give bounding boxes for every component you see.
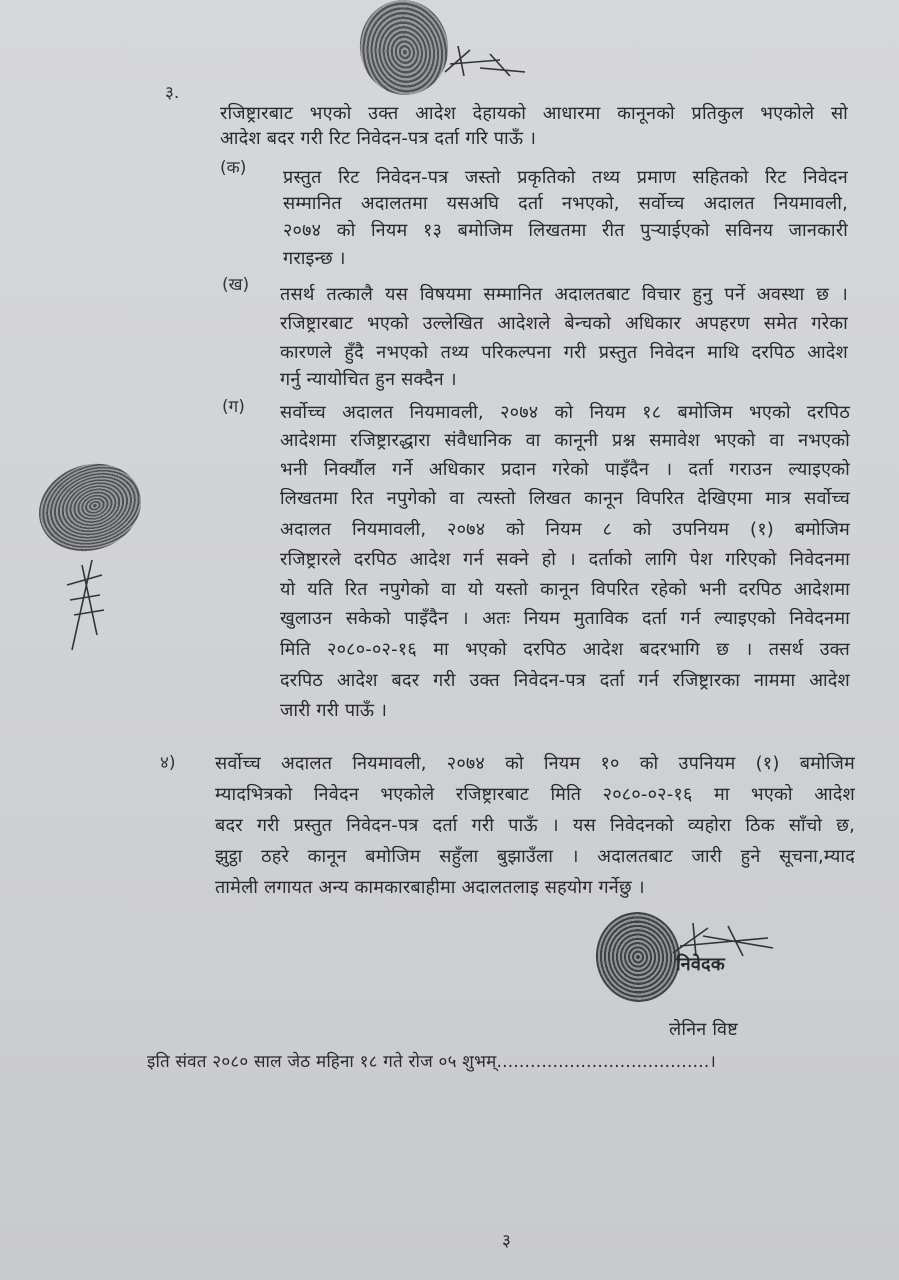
para-3-line-2: आदेश बदर गरी रिट निवेदन-पत्र दर्ता गरि पाऊँ ।	[220, 128, 537, 149]
item-ka-line-3: २०७४ को नियम १३ बमोजिम लिखतमा रीत पुर्‍याईएको सविनय जानकारी	[283, 220, 848, 241]
para-3-line-1: रजिष्ट्रारबाट भएको उक्त आदेश देहायको आधारमा कानूनको प्रतिकुल भएकोले सो	[220, 103, 848, 124]
initial-mark-top	[440, 42, 530, 82]
item-ka-line-4: गराइन्छ ।	[283, 248, 346, 269]
item-kha-line-2: रजिष्ट्रारबाट भएको उल्लेखित आदेशले बेन्चको अधिकार अपहरण समेत गरेका	[280, 313, 848, 334]
para-4-number: ४)	[160, 753, 176, 773]
item-ga-line-10: दरपिठ आदेश बदर गरी उक्त निवेदन-पत्र दर्ता गर्न रजिष्ट्रारका नाममा आदेश	[280, 670, 850, 691]
footer-date-line: इति संवत २०८० साल जेठ महिना १८ गते रोज ०५ शुभम्......................................।	[147, 1052, 717, 1072]
para-4-line-3: बदर गरी प्रस्तुत निवेदन-पत्र दर्ता गरी पाऊँ । यस निवेदनको व्यहोरा ठिक साँचो छ,	[215, 815, 855, 836]
para-4-line-1: सर्वोच्च अदालत नियमावली, २०७४ को नियम १० को उपनियम (१) बमोजिम	[215, 753, 855, 774]
item-ka-line-2: सम्मानित अदालतमा यसअघि दर्ता नभएको, सर्वोच्च अदालत नियमावली,	[283, 193, 848, 214]
item-ga-line-6: रजिष्ट्रारले दरपिठ आदेश गर्न सक्ने हो । दर्ताको लागि पेश गरिएको निवेदनमा	[280, 549, 850, 570]
item-ga-line-3: भनी निर्क्यौल गर्ने अधिकार प्रदान गरेको पाइँदैन । दर्ता गराउन ल्याइएको	[280, 459, 850, 480]
para-4-line-5: तामेली लगायत अन्य कामकारबाहीमा अदालतलाइ सहयोग गर्नेछु ।	[215, 877, 645, 898]
item-ka-line-1: प्रस्तुत रिट निवेदन-पत्र जस्तो प्रकृतिको तथ्य प्रमाण सहितको रिट निवेदन	[283, 167, 848, 188]
item-ga-line-1: सर्वोच्च अदालत नियमावली, २०७४ को नियम १८ बमोजिम भएको दरपिठ	[280, 402, 850, 423]
applicant-label: निवेदक	[676, 954, 725, 975]
item-kha-line-3: कारणले हुँदै नभएको तथ्य परिकल्पना गरी प्रस्तुत निवेदन माथि दरपिठ आदेश	[280, 342, 848, 363]
thumbprint-left	[27, 450, 154, 565]
para-4-line-2: म्यादभित्रको निवेदन भएकोले रजिष्ट्रारबाट मिति २०८०-०२-१६ मा भएको आदेश	[215, 784, 855, 805]
item-ga-line-8: खुलाउन सकेको पाइँदैन । अतः नियम मुताविक दर्ता गर्न ल्याइएको निवेदनमा	[280, 608, 850, 629]
item-ga-line-9: मिति २०८०-०२-१६ मा भएको दरपिठ आदेश बदरभागि छ । तसर्थ उक्त	[280, 639, 850, 660]
signature-mark	[668, 918, 778, 958]
initial-mark-left	[62, 555, 112, 655]
item-ga-line-4: लिखतमा रित नपुगेको वा त्यस्तो लिखत कानून विपरित देखिएमा मात्र सर्वोच्च	[280, 488, 850, 509]
page-number: ३	[502, 1231, 511, 1251]
para-3-number: ३.	[165, 83, 180, 103]
item-ga-line-2: आदेशमा रजिष्ट्रारद्धारा संवैधानिक वा कानूनी प्रश्न समावेश भएको वा नभएको	[280, 430, 850, 451]
item-ga-line-5: अदालत नियमावली, २०७४ को नियम ८ को उपनियम (१) बमोजिम	[280, 519, 850, 540]
item-ka-marker: (क)	[220, 158, 247, 178]
applicant-name: लेनिन विष्ट	[669, 1019, 738, 1040]
item-ga-line-7: यो यति रित नपुगेको वा यो यस्तो कानून विपरित रहेको भनी दरपिठ आदेशमा	[280, 579, 850, 600]
item-ga-marker: (ग)	[222, 397, 245, 417]
para-4-line-4: झुट्ठा ठहरे कानून बमोजिम सहुँला बुझाउँला । अदालतबाट जारी हुने सूचना,म्याद	[215, 846, 855, 867]
item-kha-line-1: तसर्थ तत्कालै यस विषयमा सम्मानित अदालतबाट विचार हुनु पर्ने अवस्था छ ।	[280, 284, 848, 305]
item-kha-marker: (ख)	[222, 275, 250, 295]
item-ga-line-11: जारी गरी पाऊँ ।	[280, 700, 388, 721]
item-kha-line-4: गर्नु न्यायोचित हुन सक्दैन ।	[280, 369, 457, 390]
